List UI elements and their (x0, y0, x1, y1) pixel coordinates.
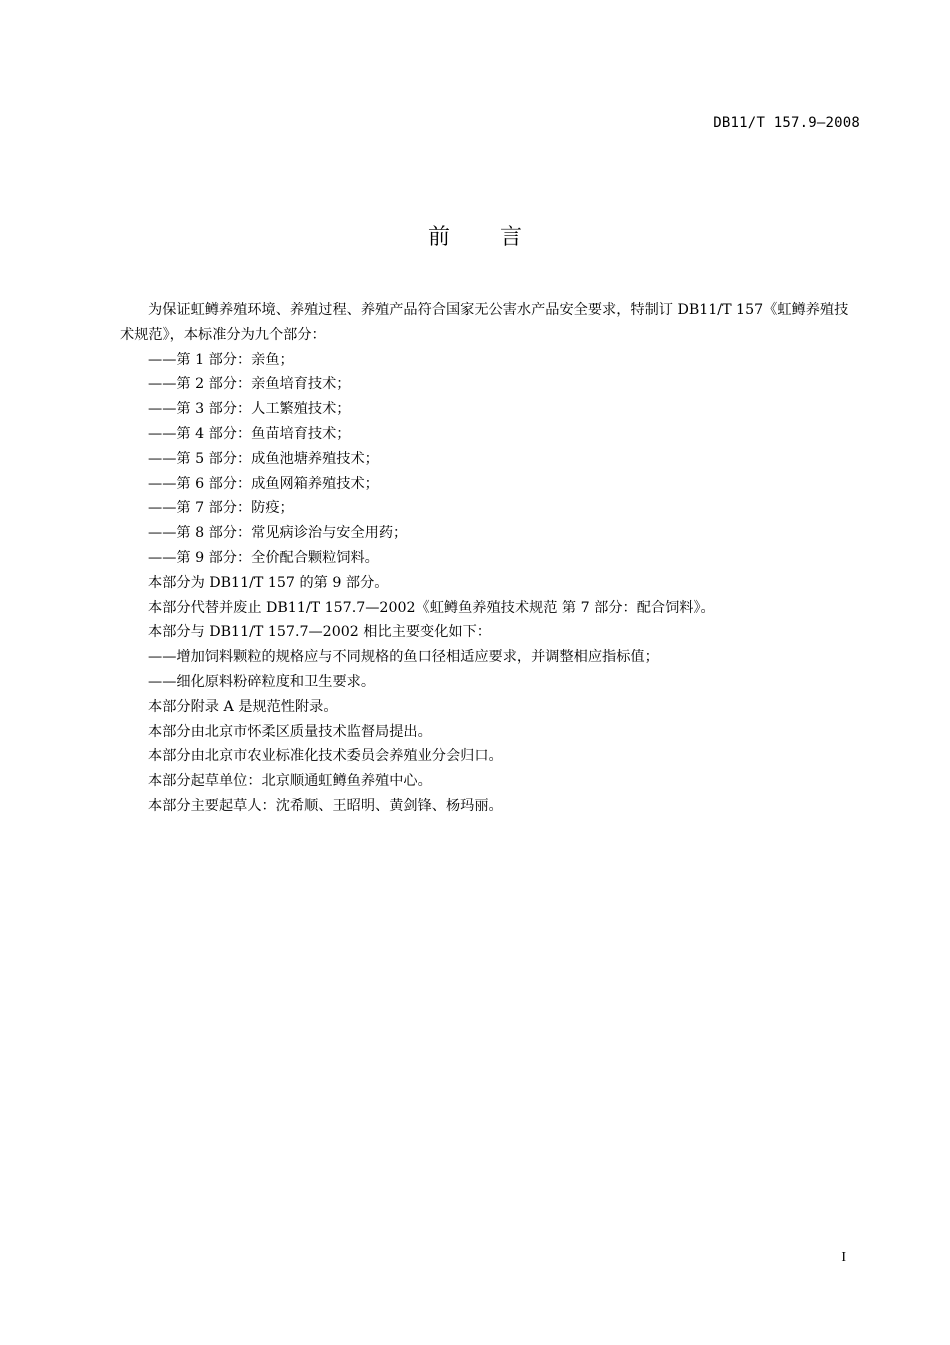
appendix-statement: 本部分附录 A 是规范性附录。 (148, 698, 338, 715)
replaces-statement: 本部分代替并废止 DB11/T 157.7—2002《虹鳟鱼养殖技术规范 第 7 部分：配合饲料》。 (148, 599, 715, 616)
change-item-2: ——细化原料粉碎粒度和卫生要求。 (148, 673, 376, 690)
parts-list (120, 348, 862, 571)
drafting-unit-statement: 本部分起草单位：北京顺通虹鳟鱼养殖中心。 (148, 773, 432, 790)
centralized-by-statement: 本部分由北京市农业标准化技术委员会养殖业分会归口。 (148, 748, 503, 765)
part-item-9: ——第 9 部分：全价配合颗粒饲料。 (148, 549, 379, 566)
proposed-by-statement: 本部分由北京市怀柔区质量技术监督局提出。 (148, 723, 432, 740)
part-item-3: ——第 3 部分：人工繁殖技术； (148, 401, 351, 418)
part-item-7: ——第 7 部分：防疫； (148, 500, 294, 517)
part-item-5: ——第 5 部分：成鱼池塘养殖技术； (148, 450, 379, 467)
part-item-2: ——第 2 部分：亲鱼培育技术； (148, 376, 351, 393)
standard-number: DB11/T 157.9—2008 (713, 115, 860, 131)
intro-paragraph: 为保证虹鳟养殖环境、养殖过程、养殖产品符合国家无公害水产品安全要求，特制订 DB11/T 157《虹鳟养殖技术规范》，本标准分为九个部分： (120, 302, 849, 343)
page-title: 前言 (427, 225, 572, 250)
part-item-4: ——第 4 部分：鱼苗培育技术； (148, 425, 351, 442)
change-item-1: ——增加饲料颗粒的规格应与不同规格的鱼口径相适应要求，并调整相应指标值； (148, 649, 659, 666)
page-number: I (841, 1250, 846, 1265)
part-of-statement: 本部分为 DB11/T 157 的第 9 部分。 (148, 574, 389, 591)
foreword-body (120, 298, 862, 819)
part-item-8: ——第 8 部分：常见病诊治与安全用药； (148, 525, 408, 542)
part-item-6: ——第 6 部分：成鱼网箱养殖技术； (148, 475, 379, 492)
part-item-1: ——第 1 部分：亲鱼； (148, 351, 294, 368)
drafters-statement: 本部分主要起草人：沈希顺、王昭明、黄剑锋、杨玛丽。 (148, 797, 503, 814)
changes-intro: 本部分与 DB11/T 157.7—2002 相比主要变化如下： (148, 624, 491, 641)
